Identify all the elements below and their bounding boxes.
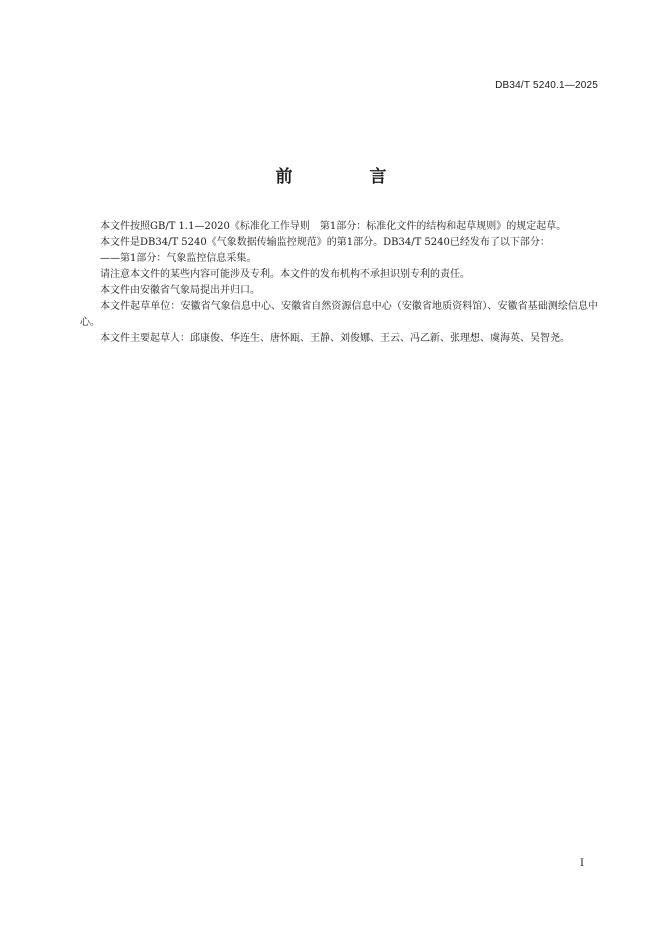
paragraph-patent-notice: 请注意本文件的某些内容可能涉及专利。本文件的发布机构不承担识别专利的责任。: [100, 269, 470, 280]
paragraph-proposer: 本文件由安徽省气象局提出并归口。: [100, 285, 260, 296]
foreword-body: [80, 219, 598, 347]
page-number: I: [580, 858, 584, 869]
paragraph-part-info: 本文件是DB34/T 5240《气象数据传输监控规范》的第1部分。DB34/T 5240已经发布了以下部分：: [100, 237, 550, 248]
paragraph-drafting-units: 本文件起草单位：安徽省气象信息中心、安徽省自然资源信息中心（安徽省地质资料馆）、安徽省基础测绘信息中心。: [80, 301, 598, 328]
paragraph-part-list-item: ——第1部分：气象监控信息采集。: [100, 253, 257, 264]
paragraph-drafting-basis: 本文件按照GB/T 1.1—2020《标准化工作导则 第1部分：标准化文件的结构和起草规则》的规定起草。: [100, 221, 567, 232]
paragraph-drafters: 本文件主要起草人：邱康俊、华连生、唐怀瓯、王静、刘俊娜、王云、冯乙新、张理想、虞海英、吴智尧。: [100, 333, 570, 344]
page-title: 前 言: [275, 167, 417, 187]
document-id-header: DB34/T 5240.1—2025: [495, 80, 598, 91]
